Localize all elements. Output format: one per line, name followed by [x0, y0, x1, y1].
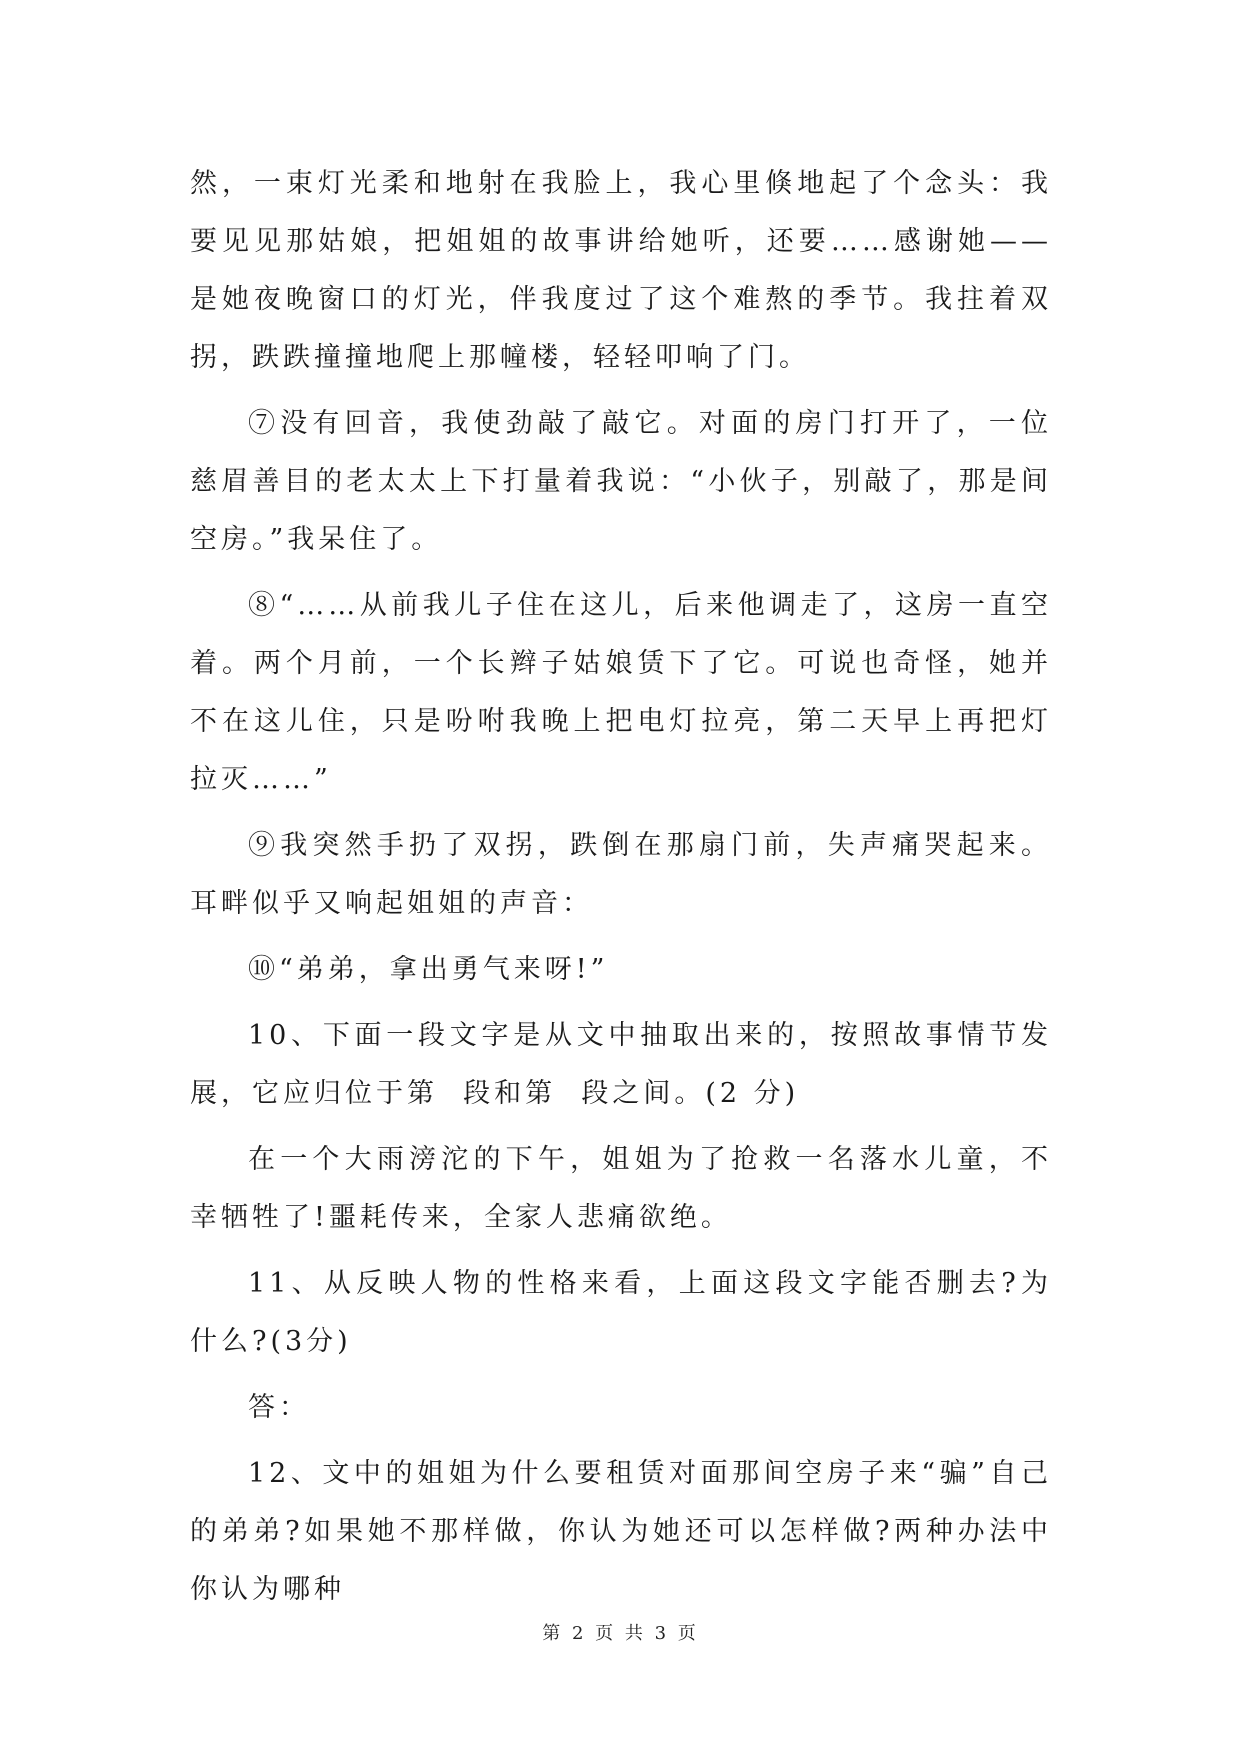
footer-current-page: 2: [571, 1623, 587, 1644]
question-12: 12、文中的姐姐为什么要租赁对面那间空房子来“骗”自己的弟弟?如果她不那样做，你认为她还可以怎样做?两种办法中你认为哪种: [190, 1458, 1052, 1605]
question-11: 11、从反映人物的性格来看，上面这段文字能否删去?为什么?(3分): [190, 1268, 1052, 1357]
paragraph-7: ⑦没有回音，我使劲敲了敲它。对面的房门打开了，一位慈眉善目的老太太上下打量着我说：“小伙子，别敲了，那是间空房。”我呆住了。: [190, 408, 1052, 555]
footer-middle: 页 共: [595, 1623, 646, 1644]
footer-prefix: 第: [542, 1623, 564, 1644]
footer-total-pages: 3: [654, 1623, 670, 1644]
paragraph-10: ⑩“弟弟，拿出勇气来呀!”: [248, 954, 609, 985]
footer-suffix: 页: [677, 1623, 699, 1644]
paragraph-8: ⑧“……从前我儿子住在这儿，后来他调走了，这房一直空着。两个月前，一个长辫子姑娘赁下了它。可说也奇怪，她并不在这儿住，只是吩咐我晚上把电灯拉亮，第二天早上再把灯拉灭……”: [190, 590, 1052, 795]
extracted-passage: 在一个大雨滂沱的下午，姐姐为了抢救一名落水儿童，不幸牺牲了!噩耗传来，全家人悲痛欲绝。: [190, 1144, 1052, 1233]
paragraph-9: ⑨我突然手扔了双拐，跌倒在那扇门前，失声痛哭起来。耳畔似乎又响起姐姐的声音：: [190, 830, 1052, 919]
document-body: [190, 155, 1052, 1627]
question-10: 10、下面一段文字是从文中抽取出来的，按照故事情节发展，它应归位于第 段和第 段之间。(2 分): [190, 1020, 1052, 1109]
answer-label: 答：: [248, 1392, 310, 1423]
page-footer: [0, 1619, 1241, 1645]
paragraph-1: 然，一束灯光柔和地射在我脸上，我心里倏地起了个念头：我要见见那姑娘，把姐姐的故事讲给她听，还要……感谢她——是她夜晚窗口的灯光，伴我度过了这个难熬的季节。我拄着双拐，跌跌撞撞地爬上那幢楼，轻轻叩响了门。: [190, 168, 1052, 373]
